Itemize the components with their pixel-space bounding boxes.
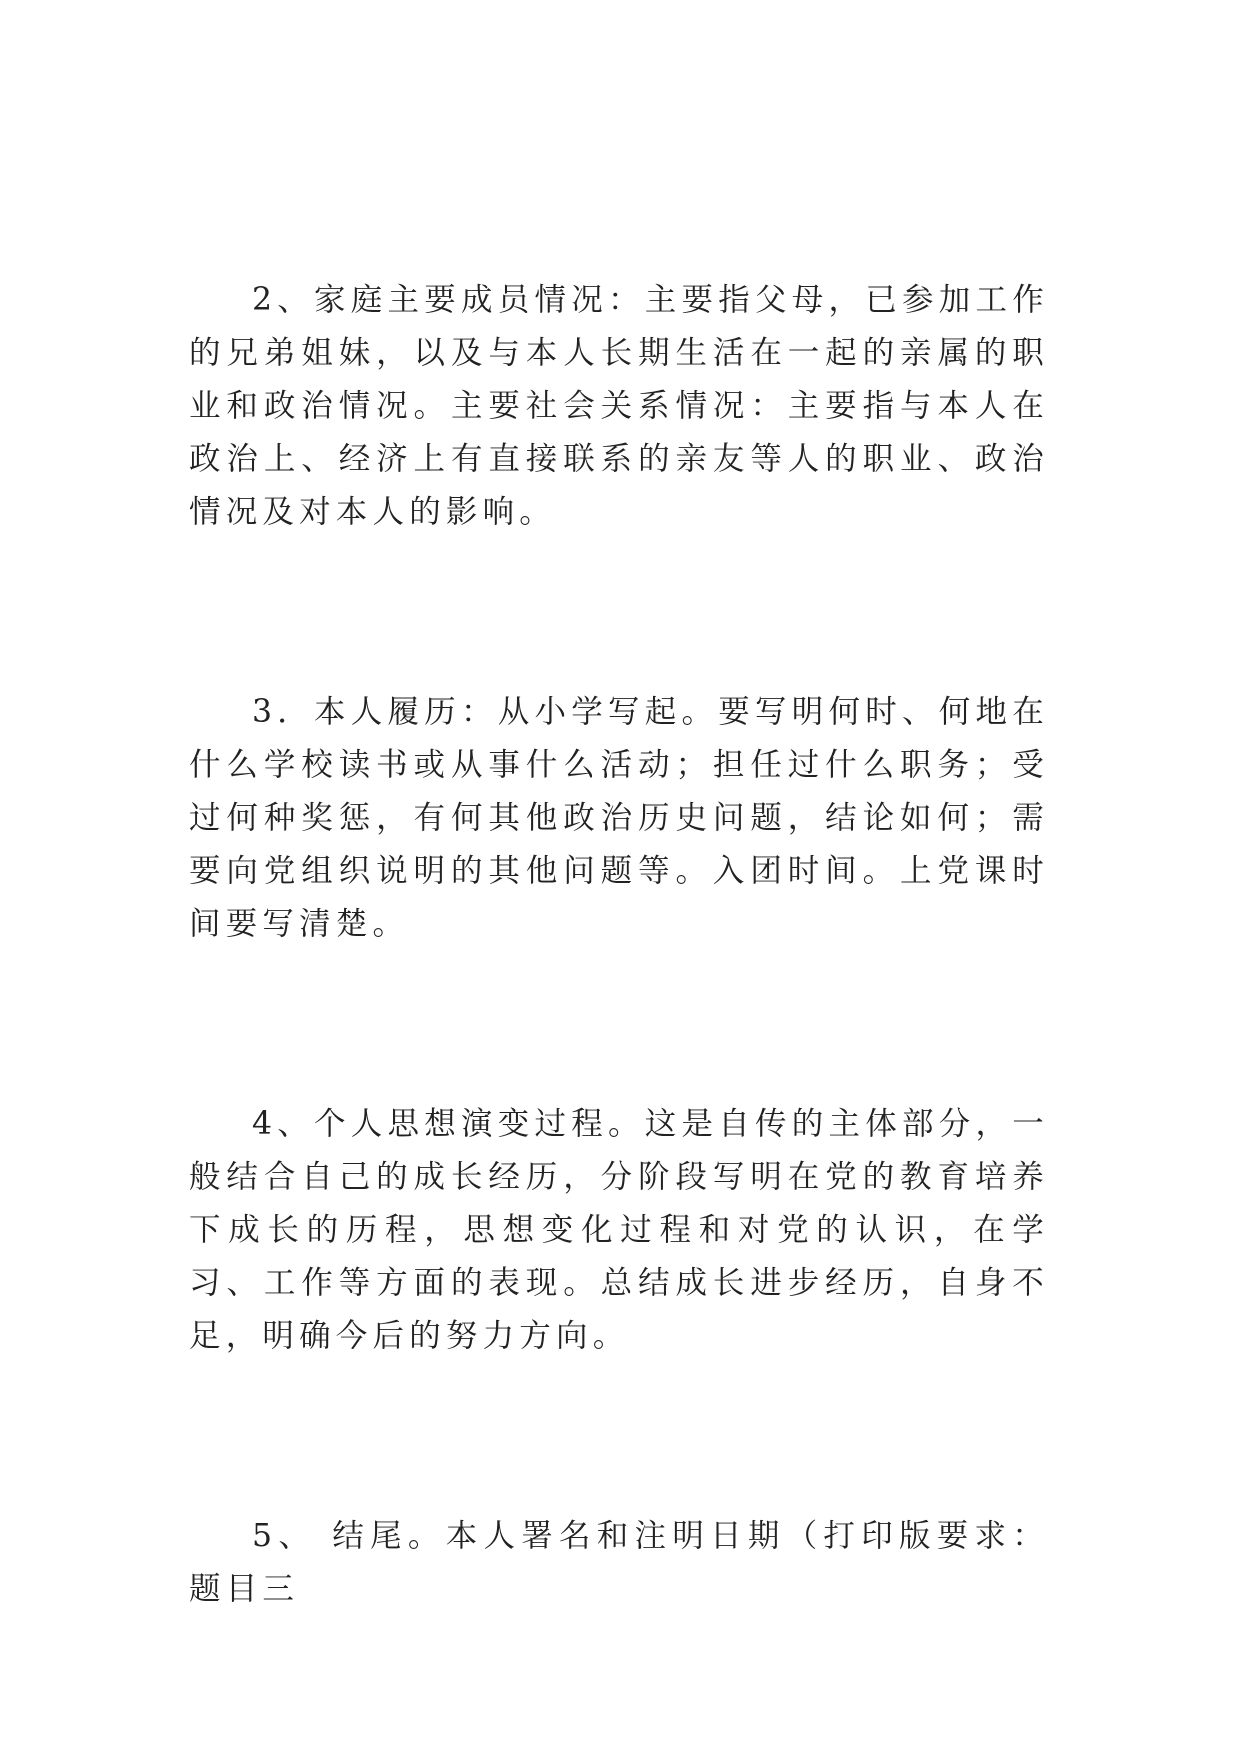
paragraph-family-members: 2、家庭主要成员情况：主要指父母，已参加工作的兄弟姐妹，以及与本人长期生活在一起的亲属的职业和政治情况。主要社会关系情况：主要指与本人在政治上、经济上有直接联系的亲友等人的职业、政治情况及对本人的影响。 (189, 282, 1049, 530)
paragraph-thought-evolution: 4、个人思想演变过程。这是自传的主体部分，一般结合自己的成长经历，分阶段写明在党的教育培养下成长的历程，思想变化过程和对党的认识，在学习、工作等方面的表现。总结成长进步经历，自身不足，明确今后的努力方向。 (189, 1106, 1049, 1354)
paragraph-conclusion: 5、 结尾。本人署名和注明日期（打印版要求：题目三 (189, 1518, 1049, 1607)
paragraph-personal-history: 3．本人履历：从小学写起。要写明何时、何地在什么学校读书或从事什么活动；担任过什么职务；受过何种奖惩，有何其他政治历史问题，结论如何；需要向党组织说明的其他问题等。入团时间。上党课时间要写清楚。 (189, 694, 1049, 942)
